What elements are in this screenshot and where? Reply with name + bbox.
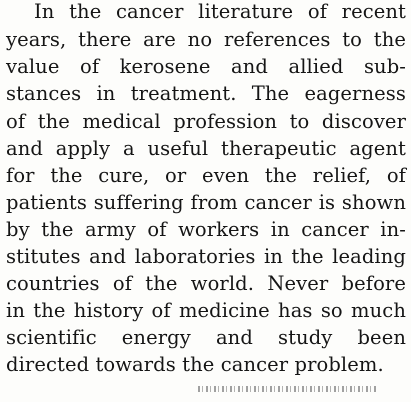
paragraph-line: directed towards the cancer problem.	[6, 353, 384, 376]
paragraph-line: stances in treatment. The eagerness	[6, 82, 406, 105]
paragraph-line: value of kerosene and allied sub-	[6, 55, 406, 78]
paragraph-line: by the army of workers in cancer in-	[6, 218, 406, 241]
paragraph-line: stitutes and laboratories in the leading	[6, 245, 406, 268]
paragraph-line: in the history of medicine has so much	[6, 299, 406, 322]
paragraph-line: scientific energy and study been	[6, 326, 406, 349]
paragraph-line: and apply a useful therapeutic agent	[6, 137, 406, 160]
paragraph-line: In the cancer literature of recent	[34, 0, 406, 23]
print-noise-divider	[198, 386, 378, 392]
paragraph-line: countries of the world. Never before	[6, 272, 406, 295]
paragraph-line: patients suffering from cancer is shown	[6, 191, 406, 214]
paragraph-line: of the medical profession to discover	[6, 110, 406, 133]
paragraph-line: years, there are no references to the	[6, 28, 406, 51]
paragraph-line: for the cure, or even the relief, of	[6, 164, 406, 187]
